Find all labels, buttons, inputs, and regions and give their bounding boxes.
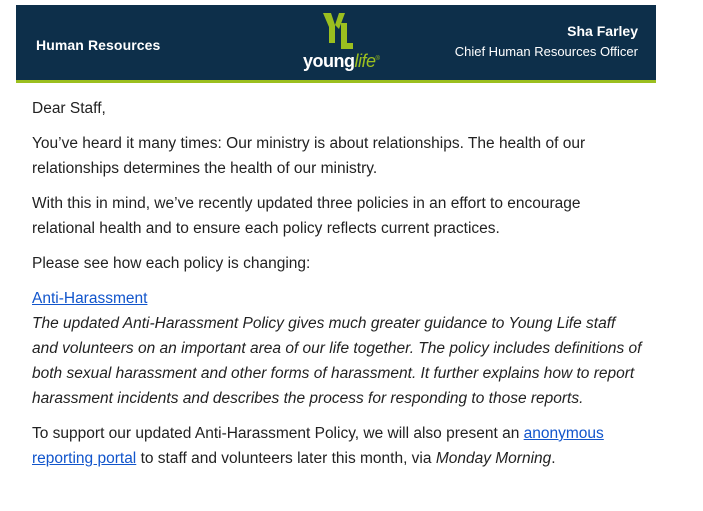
portal-text-mid: to staff and volunteers later this month, via xyxy=(136,450,436,467)
paragraph-reporting-portal xyxy=(32,421,642,471)
monday-morning-text: Monday Morning xyxy=(435,450,552,467)
email-header-banner xyxy=(16,5,656,83)
portal-text-start: To support our updated Anti-Harassment Policy, we will also present an xyxy=(32,425,524,442)
sender-block xyxy=(455,23,638,59)
sender-name: Sha Farley xyxy=(567,23,638,39)
department-label: Human Resources xyxy=(36,37,161,53)
greeting: Dear Staff, xyxy=(32,100,106,117)
logo-trademark: ® xyxy=(375,56,380,62)
paragraph-relationships: You’ve heard it many times: Our ministry is about relationships. The health of our relationships determines the health of our ministry. xyxy=(32,135,586,177)
anonymous-reporting-portal-link[interactable]: anonymous reporting portal xyxy=(32,425,604,467)
anti-harassment-link[interactable]: Anti-Harassment xyxy=(32,290,148,307)
young-life-wordmark xyxy=(303,51,379,72)
email-body xyxy=(32,96,642,481)
paragraph-see-changes: Please see how each policy is changing: xyxy=(32,255,311,272)
logo-word-young: young xyxy=(303,51,355,71)
logo-word-life: life xyxy=(354,51,376,71)
sender-title: Chief Human Resources Officer xyxy=(454,44,638,59)
portal-text-end: . xyxy=(551,450,556,467)
young-life-logo-mark-icon xyxy=(321,13,353,51)
anti-harassment-description: The updated Anti-Harassment Policy gives much greater guidance to Young Life staff and volunteers on an important area of our life together. The policy includes definitions of both sexual harassment and other forms of harassment. It further explains how to report harassment incidents and describes the process for responding to those reports. xyxy=(32,315,642,407)
young-life-logo xyxy=(303,13,383,77)
policy-anti-harassment xyxy=(32,286,642,411)
paragraph-policies-updated: With this in mind, we’ve recently updated three policies in an effort to encourage relational health and to ensure each policy reflects current practices. xyxy=(32,195,581,237)
